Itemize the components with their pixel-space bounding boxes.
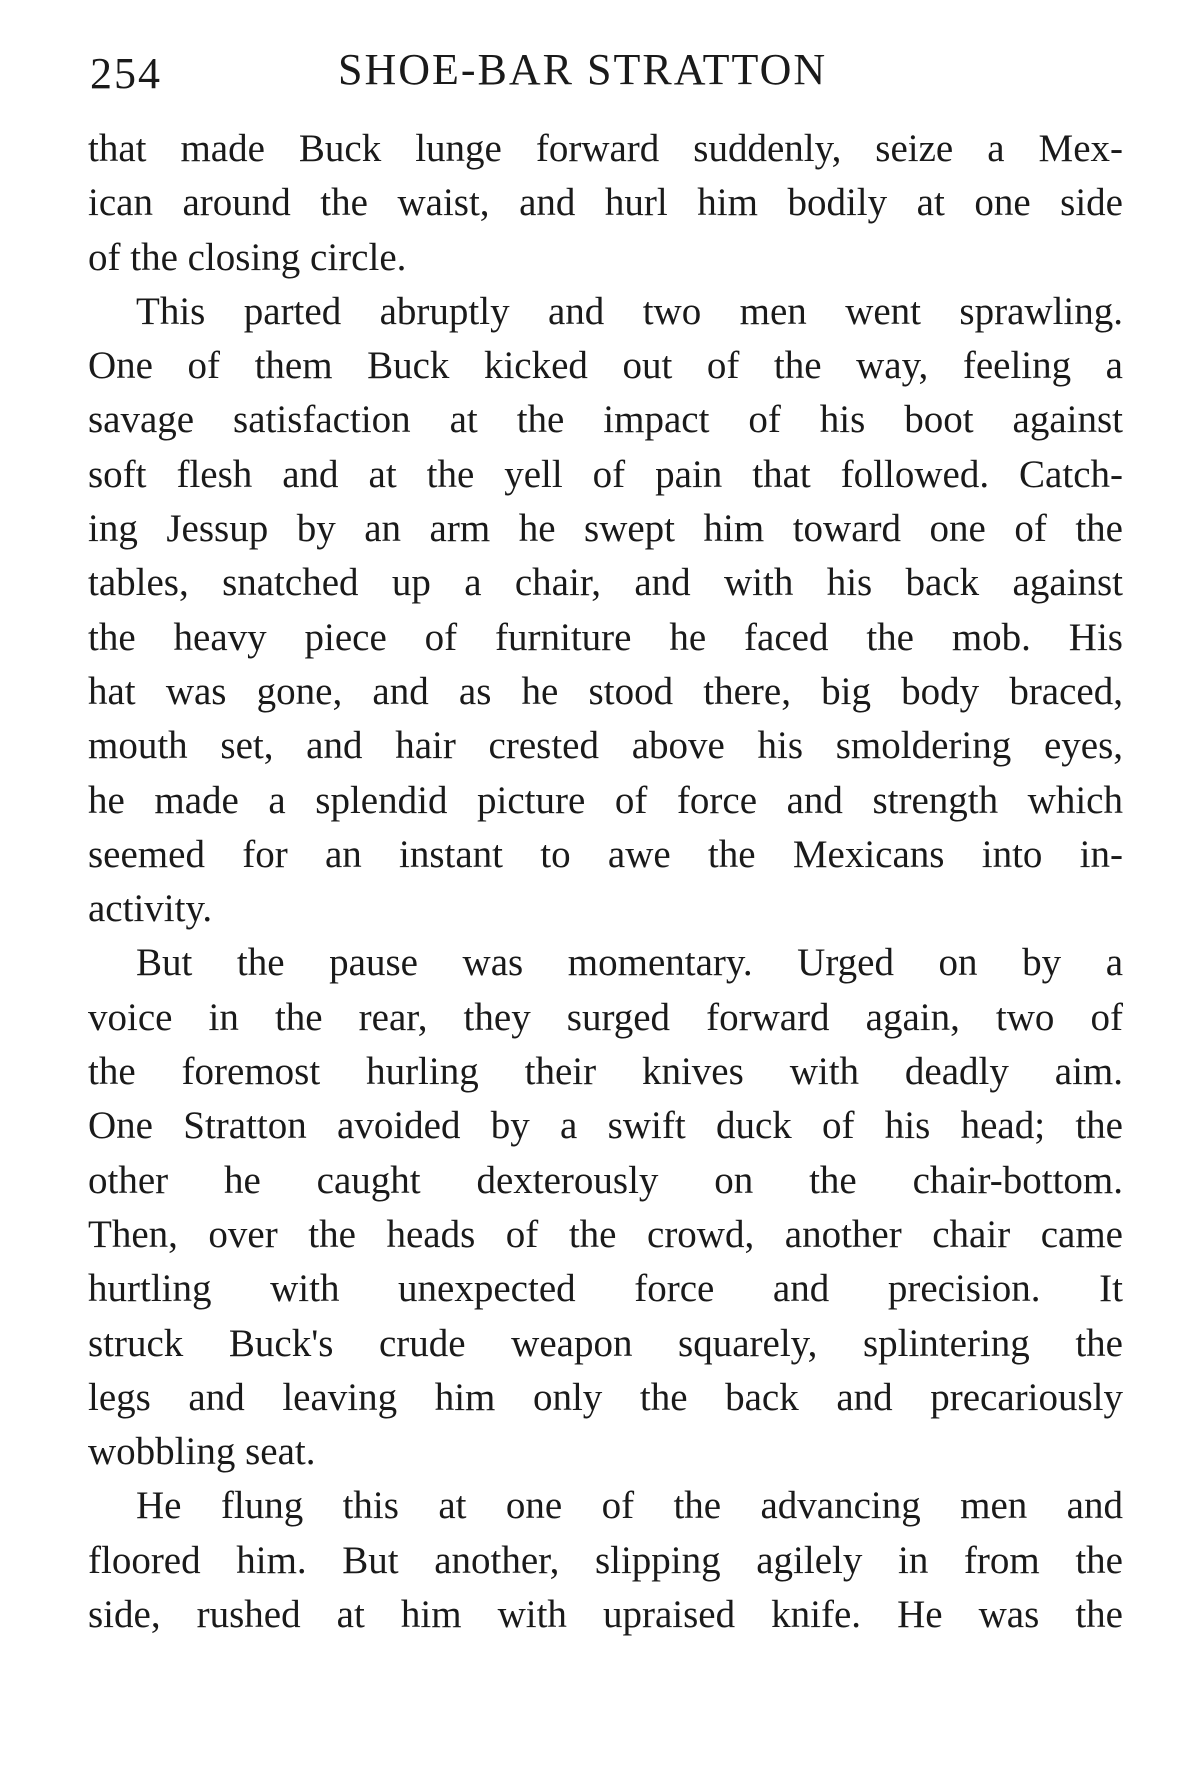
text-line: He flung this at one of the advancing men and (136, 1484, 1123, 1528)
running-head (90, 44, 1120, 100)
running-title: SHOE-BAR STRATTON (338, 45, 828, 94)
text-line: voice in the rear, they surged forward again, two of (88, 995, 1123, 1039)
text-line: activity. (88, 887, 213, 931)
text-line: This parted abruptly and two men went sprawling. (136, 289, 1123, 333)
text-line: One Stratton avoided by a swift duck of his head; the (88, 1104, 1123, 1148)
text-line: other he caught dexterously on the chair-bottom. (88, 1158, 1123, 1202)
page-number: 254 (90, 49, 162, 98)
text-line: he made a splendid picture of force and strength which (88, 778, 1123, 822)
text-line: of the closing circle. (88, 235, 407, 279)
text-line: wobbling seat. (88, 1430, 316, 1474)
text-line: struck Buck's crude weapon squarely, splintering the (88, 1321, 1123, 1365)
text-line: One of them Buck kicked out of the way, feeling a (88, 344, 1123, 388)
text-line: Then, over the heads of the crowd, another chair came (88, 1212, 1123, 1256)
text-line: that made Buck lunge forward suddenly, seize a Mex- (88, 127, 1123, 170)
text-line: legs and leaving him only the back and precariously (88, 1375, 1123, 1419)
text-line: side, rushed at him with upraised knife. He was the (88, 1593, 1123, 1637)
text-line: ican around the waist, and hurl him bodily at one side (88, 181, 1123, 225)
body-text (88, 122, 1123, 1642)
text-line: hurtling with unexpected force and precision. It (88, 1267, 1123, 1311)
text-line: the heavy piece of furniture he faced the mob. His (88, 615, 1123, 659)
text-line: the foremost hurling their knives with deadly aim. (88, 1050, 1123, 1094)
text-line: mouth set, and hair crested above his smoldering eyes, (88, 724, 1123, 768)
text-line: tables, snatched up a chair, and with his back against (88, 561, 1123, 605)
text-line: But the pause was momentary. Urged on by a (136, 941, 1123, 985)
text-line: savage satisfaction at the impact of his boot against (88, 398, 1123, 442)
text-line: soft flesh and at the yell of pain that followed. Catch- (88, 452, 1123, 496)
text-line: floored him. But another, slipping agilely in from the (88, 1538, 1123, 1582)
text-line: seemed for an instant to awe the Mexicans into in- (88, 832, 1123, 876)
text-line: ing Jessup by an arm he swept him toward one of the (88, 507, 1123, 551)
text-line: hat was gone, and as he stood there, big body braced, (88, 669, 1123, 713)
